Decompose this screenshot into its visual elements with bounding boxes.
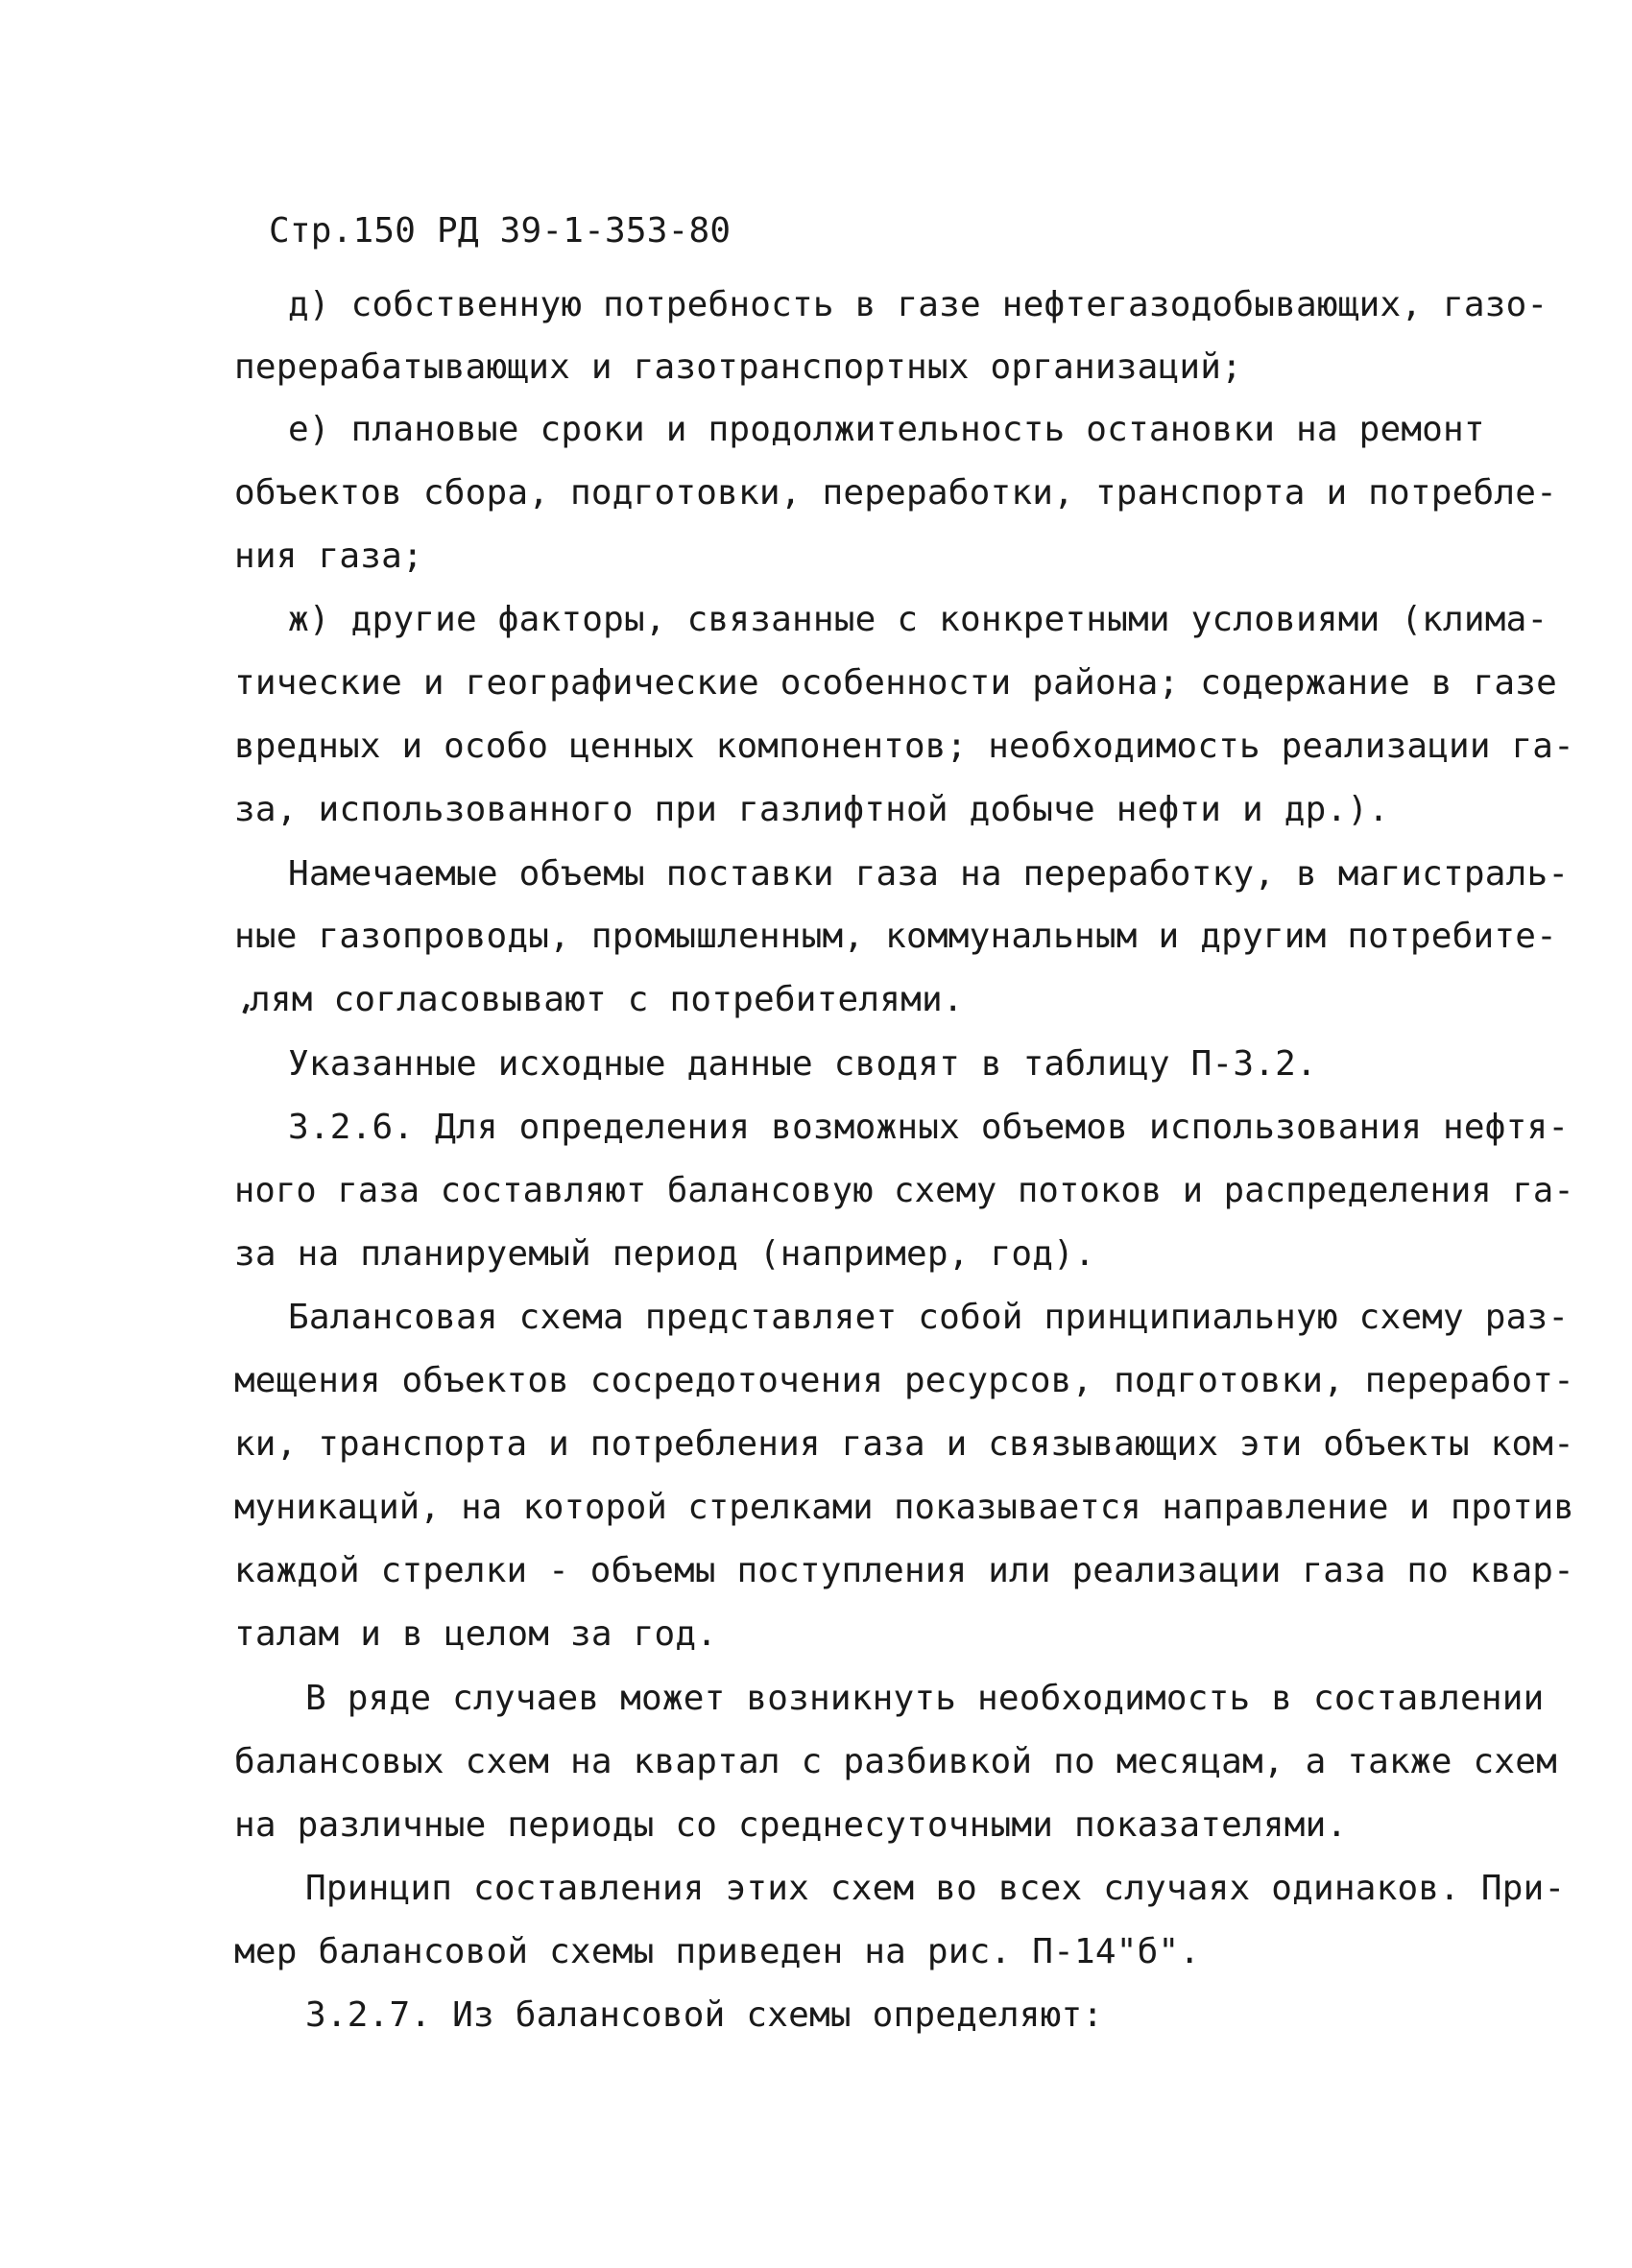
text-line: мещения объектов сосредоточения ресурсов, подготовки, переработ- [234, 1361, 1574, 1400]
text-line: на различные периоды со среднесуточными показателями. [234, 1805, 1348, 1845]
text-line: ж) другие факторы, связанные с конкретными условиями (клима- [288, 600, 1548, 639]
text-line: е) плановые сроки и продолжительность остановки на ремонт [288, 410, 1485, 449]
text-line: 3.2.7. Из балансовой схемы определяют: [305, 1995, 1104, 2035]
text-line: Указанные исходные данные сводят в таблицу П-3.2. [288, 1044, 1317, 1084]
text-line: 3.2.6. Для определения возможных объемов использования нефтя- [288, 1108, 1570, 1147]
text-line: В ряде случаев может возникнуть необходимость в составлении [305, 1679, 1545, 1718]
text-line: ки, транспорта и потребления газа и связывающих эти объекты ком- [234, 1424, 1574, 1464]
text-line: ного газа составляют балансовую схему потоков и распределения га- [234, 1171, 1574, 1210]
page-header: Стр.150 РД 39-1-353-80 [269, 211, 732, 251]
text-line: д) собственную потребность в газе нефтегазодобывающих, газо- [288, 285, 1548, 324]
text-line: за, использованного при газлифтной добыче нефти и др.). [234, 790, 1390, 829]
scan-mark [242, 1004, 249, 1015]
text-line: талам и в целом за год. [234, 1614, 718, 1654]
text-line: балансовых схем на квартал с разбивкой по месяцам, а также схем [234, 1742, 1558, 1781]
text-line: перерабатывающих и газотранспортных организаций; [234, 347, 1242, 387]
text-line: муникаций, на которой стрелками показывается направление и против [234, 1488, 1574, 1527]
text-line: Намечаемые объемы поставки газа на переработку, в магистраль- [288, 854, 1570, 894]
text-line: лям согласовывают с потребителями. [250, 980, 964, 1019]
text-line: вредных и особо ценных компонентов; необходимость реализации га- [234, 727, 1574, 766]
text-line: Принцип составления этих схем во всех случаях одинаков. При- [305, 1869, 1566, 1908]
text-line: за на планируемый период (например, год). [234, 1234, 1095, 1274]
text-line: мер балансовой схемы приведен на рис. П-14"б". [234, 1932, 1201, 1971]
text-line: каждой стрелки - объемы поступления или реализации газа по квар- [234, 1551, 1574, 1590]
text-line: ния газа; [234, 537, 423, 576]
text-line: ные газопроводы, промышленным, коммунальным и другим потребите- [234, 917, 1558, 956]
text-line: Балансовая схема представляет собой принципиальную схему раз- [288, 1298, 1570, 1337]
text-line: тические и географические особенности района; содержание в газе [234, 663, 1558, 703]
text-line: объектов сбора, подготовки, переработки, транспорта и потребле- [234, 473, 1558, 513]
